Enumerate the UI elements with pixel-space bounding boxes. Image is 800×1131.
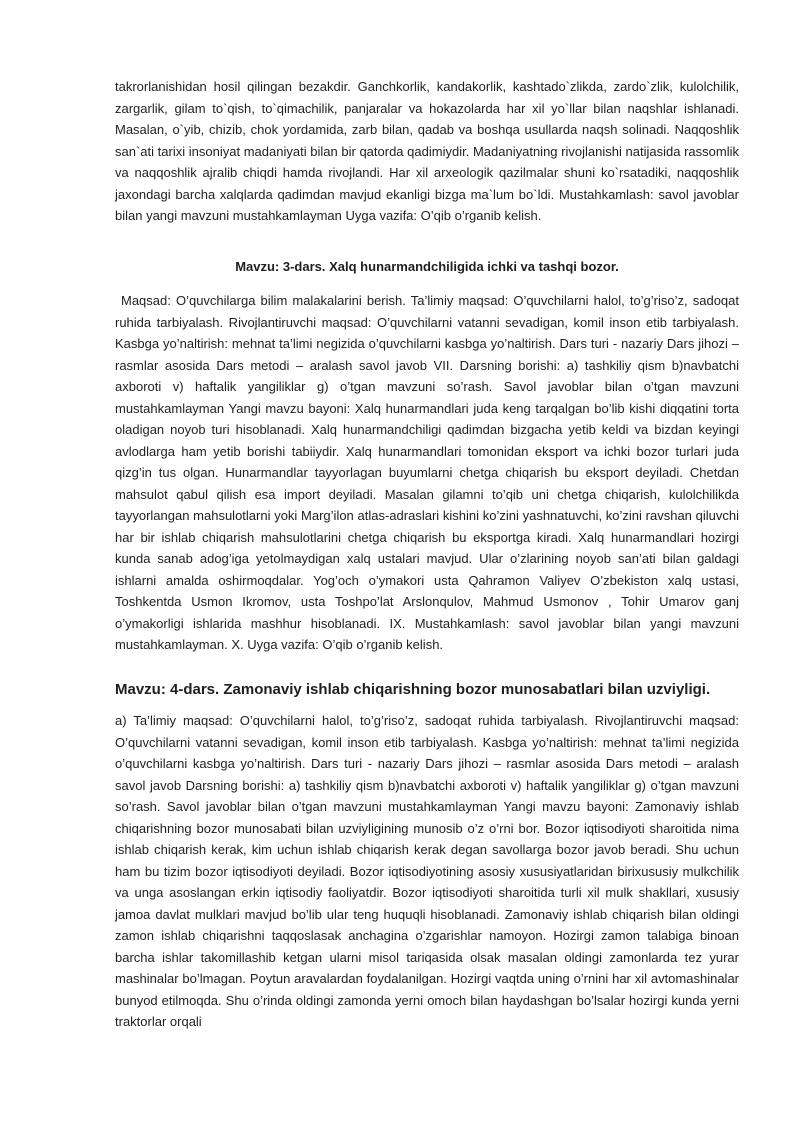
paragraph-1-text: takrorlanishidan hosil qilingan bezakdir. Ganchkorlik, kandakorlik, kashtado`zlikda, zardo`zlik, kulolchilik, zargarlik, gilam to`qish, to`qimachilik, panjaralar va hokazolarda har xil yo`llar bilan naqshlar ishlanadi. Masalan, o`yib, chizib, chok yordamida, zarb bilan, qadab va boshqa usullarda naqsh solinadi. Naqqoshlik san`ati tarixi insoniyat madaniyati bilan bir qatorda qadimiydir. Madaniyatning rivojlanishi natijasida rassomlik va naqqoshlik ajralib chiqdi hamda rivojlandi. Har xil arxeologik qazilmalar shuni ko`rsatadiki, naqqoshlik jaxondagi barcha xalqlarda qadimdan mavjud ekanligi bizga ma`lum bo`ldi. Mustahkamlash: savol javoblar bilan yangi mavzuni mustahkamlayman Uyga vazifa: O’qib o’rganib kelish.: [115, 79, 739, 223]
paragraph-2: [115, 290, 739, 656]
paragraph-2-text: Maqsad: O’quvchilarga bilim malakalarini berish. Ta’limiy maqsad: O’quvchilarni halol, to’g’riso’z, sadoqat ruhida tarbiyalash. Rivojlantiruvchi maqsad: O’quvchilarni vatanni sevadigan, komil inson etib tarbiyalash. Kasbga yo’naltirish: mehnat ta’limi negizida o’quvchilarni kasbga yo’naltirish. Dars turi - nazariy Dars jihozi – rasmlar asosida Dars metodi – aralash savol javob VII. Darsning borishi: a) tashkiliy qism b)navbatchi axboroti v) haftalik yangiliklar g) o’tgan mavzuni so’rash. Savol javoblar bilan o’tgan mavzuni mustahkamlayman Yangi mavzu bayoni: Xalq hunarmandlari juda keng tarqalgan bo’lib kishi diqqatini torta oladigan noyob turi hisoblanadi. Xalq hunarmandchiligi qadimdan bizgacha yetib keldi va bizdan keyingi avlodlarga ham yetib borishi tabiiydir. Xalq hunarmandlari tomonidan eksport va ichki bozor turlari juda qizg’in tus olgan. Hunarmandlar tayyorlagan buyumlarni chetga chiqarish bu eksport deyiladi. Chetdan mahsulot qabul qilish esa import deyiladi. Masalan gilamni to’qib uni chetga chiqarish, kulolchilikda tayyorlangan mahsulotlarni yoki Marg’ilon atlas-adraslari kishini ko’zini yashnatuvchi, ko’zini ravshan qiluvchi har bir ishlab chiqarish mahsulotlarini chetga chiqarish bu eksportga kiradi. Xalq hunarmandlari hozirgi kunda sanab adog’iga yetolmaydigan xalq ustalari mavjud. Ular o’zlarining noyob san’ati bilan galdagi ishlarni amalda oshirmoqdalar. Yog’och o’ymakori usta Qahramon Valiyev O’zbekiston xalq ustasi, Toshkentda Usmon Ikromov, usta Toshpo’lat Arslonqulov, Mahmud Usmonov , Tohir Umarov ganj o’ymakorligi ishlarida mashhur hisoblanadi. IX. Mustahkamlash: savol javoblar bilan yangi mavzuni mustahkamlayman. X. Uyga vazifa: O’qib o’rganib kelish.: [115, 293, 739, 652]
paragraph-3: [115, 710, 739, 1033]
lesson-3-heading: Mavzu: 3-dars. Xalq hunarmandchiligida ichki va tashqi bozor.: [235, 259, 619, 274]
lesson-4-heading: Mavzu: 4-dars. Zamonaviy ishlab chiqarishning bozor munosabatlari bilan uzviyligi.: [115, 681, 711, 698]
paragraph-3-text: a) Ta’limiy maqsad: O’quvchilarni halol, to’g’riso’z, sadoqat ruhida tarbiyalash. Rivojlantiruvchi maqsad: O’quvchilarni vatanni sevadigan, komil inson etib tarbiyalash. Kasbga yo’naltirish: mehnat ta’limi negizida o’quvchilarni kasbga yo’naltirish. Dars turi - nazariy Dars jihozi – rasmlar asosida Dars metodi – aralash savol javob Darsning borishi: a) tashkiliy qism b)navbatchi axboroti v) haftalik yangiliklar g) o’tgan mavzuni so’rash. Savol javoblar bilan o’tgan mavzuni mustahkamlayman Yangi mavzu bayoni: Zamonaviy ishlab chiqarishning bozor munosabati bilan uzviyligining munosib o’z o’rni bor. Bozor iqtisodiyoti sharoitida nima ishlab chiqarish kerak, kim uchun ishlab chiqarish kerak degan savollarga bozor javob beradi. Shu uchun ham bu tizim bozor iqtisodiyoti deyiladi. Bozor iqtisodiyotining asosiy xususiyatlaridan birixususiy mulkchilik va unga asoslangan erkin iqtisodiy faoliyatdir. Bozor iqtisodiyoti sharoitida turli xil mulk shakllari, xususiy jamoa davlat mulklari mavjud bo’lib ular teng huquqli hisoblanadi. Zamonaviy ishlab chiqarish bilan oldingi zamon ishlab chiqarishni taqqoslasak anchagina o’zgarishlar namoyon. Hozirgi zamon talabiga binoan barcha ishlar takomillashib ketgan ularni misol tariqasida olsak masalan oldingi zamonlarda tez yurar mashinalar bo’lmagan. Poytun aravalardan foydalanilgan. Hozirgi vaqtda uning o’rnini har xil avtomashinalar bunyod etilmoqda. Shu o’rinda oldingi zamonda yerni omoch bilan haydashgan bo’lsalar hozirgi kunda yerni traktorlar orqali: [115, 713, 739, 1029]
paragraph-1: [115, 76, 739, 227]
